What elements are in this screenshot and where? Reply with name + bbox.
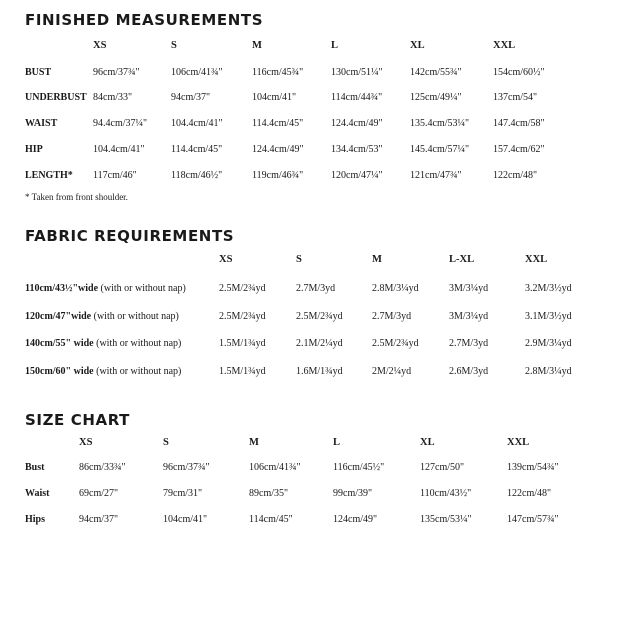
fm-cell: 157.4cm/62" — [493, 144, 545, 155]
fr-fabric-width: 150cm/60" wide — [25, 366, 94, 377]
fm-size-header: XXL — [493, 40, 516, 51]
fr-cell: 2.1M/2¼yd — [296, 338, 343, 349]
fm-cell: 116cm/45¾" — [252, 67, 304, 78]
fr-fabric-width: 120cm/47"wide — [25, 311, 92, 322]
sc-cell: 139cm/54¾" — [507, 462, 559, 473]
sc-cell: 99cm/39" — [333, 488, 373, 499]
fm-cell: 137cm/54" — [493, 92, 538, 103]
fm-cell: 114.4cm/45" — [171, 144, 223, 155]
sc-cell: 135cm/53¼" — [420, 514, 472, 525]
fm-cell: 125cm/49¼" — [410, 92, 462, 103]
sc-size-header: S — [163, 437, 169, 448]
fr-fabric-width: 140cm/55" wide — [25, 338, 94, 349]
fm-row-label: BUST — [25, 67, 52, 78]
fm-cell: 119cm/46¾" — [252, 170, 304, 181]
fm-cell: 130cm/51¼" — [331, 67, 383, 78]
fr-cell: 2.8M/3¼yd — [372, 283, 419, 294]
fr-cell: 3M/3¼yd — [449, 311, 489, 322]
sc-cell: 110cm/43½" — [420, 488, 472, 499]
fm-cell: 134.4cm/53" — [331, 144, 383, 155]
sc-size-header: XS — [79, 437, 93, 448]
sc-row-label: Hips — [25, 514, 46, 525]
fr-row-label — [25, 283, 186, 294]
sc-size-header: L — [333, 437, 341, 448]
fm-cell: 117cm/46" — [93, 170, 137, 181]
fm-cell: 114cm/44¾" — [331, 92, 383, 103]
sc-size-header: XXL — [507, 437, 530, 448]
size-chart-title: SIZE CHART — [25, 411, 131, 429]
fm-size-header: L — [331, 40, 339, 51]
fm-cell: 104cm/41" — [252, 92, 297, 103]
fm-cell: 122cm/48" — [493, 170, 538, 181]
fr-cell: 2.7M/3yd — [449, 338, 489, 349]
fr-size-header: XXL — [525, 254, 548, 265]
fm-cell: 96cm/37¾" — [93, 67, 140, 78]
fr-cell: 2.8M/3¼yd — [525, 366, 572, 377]
sc-cell: 114cm/45" — [249, 514, 293, 525]
fm-cell: 120cm/47¼" — [331, 170, 383, 181]
sc-cell: 89cm/35" — [249, 488, 289, 499]
fm-cell: 142cm/55¾" — [410, 67, 462, 78]
fm-cell: 135.4cm/53¼" — [410, 118, 470, 129]
fm-row-label: UNDERBUST — [25, 92, 87, 103]
fm-cell: 121cm/47¾" — [410, 170, 462, 181]
fr-nap-note: (with or without nap) — [96, 338, 182, 349]
fabric-requirements-title: FABRIC REQUIREMENTS — [25, 227, 235, 245]
fr-nap-note: (with or without nap) — [96, 366, 182, 377]
fr-cell: 2.7M/3yd — [296, 283, 336, 294]
fr-nap-note: (with or without nap) — [93, 311, 179, 322]
fr-fabric-width: 110cm/43½"wide — [25, 283, 99, 294]
sc-size-header: M — [249, 437, 259, 448]
fr-cell: 2.7M/3yd — [372, 311, 412, 322]
fr-cell: 3M/3¼yd — [449, 283, 489, 294]
fm-cell: 147.4cm/58" — [493, 118, 545, 129]
fm-row-label: WAIST — [25, 118, 58, 129]
fm-cell: 124.4cm/49" — [252, 144, 304, 155]
fr-size-header: M — [372, 254, 382, 265]
fm-footnote: * Taken from front shoulder. — [25, 192, 128, 202]
fr-cell: 2M/2¼yd — [372, 366, 412, 377]
sc-size-header: XL — [420, 437, 435, 448]
fr-nap-note: (with or without nap) — [100, 283, 186, 294]
fm-cell: 114.4cm/45" — [252, 118, 304, 129]
sc-cell: 124cm/49" — [333, 514, 378, 525]
fr-cell: 2.5M/2¾yd — [296, 311, 343, 322]
fr-cell: 2.6M/3yd — [449, 366, 489, 377]
fr-cell: 2.5M/2¾yd — [219, 311, 266, 322]
fm-size-header: S — [171, 40, 177, 51]
sc-row-label: Waist — [25, 488, 50, 499]
fm-cell: 84cm/33" — [93, 92, 133, 103]
sc-cell: 69cm/27" — [79, 488, 119, 499]
sc-cell: 96cm/37¾" — [163, 462, 210, 473]
fm-cell: 104.4cm/41" — [93, 144, 145, 155]
fm-cell: 94.4cm/37¼" — [93, 118, 148, 129]
fm-size-header: XS — [93, 40, 107, 51]
sc-cell: 127cm/50" — [420, 462, 465, 473]
sc-cell: 104cm/41" — [163, 514, 208, 525]
sc-cell: 94cm/37" — [79, 514, 119, 525]
fr-cell: 1.6M/1¾yd — [296, 366, 343, 377]
fr-cell: 2.5M/2¾yd — [372, 338, 419, 349]
fr-size-header: S — [296, 254, 302, 265]
finished-measurements-title: FINISHED MEASUREMENTS — [25, 11, 264, 29]
fr-cell: 1.5M/1¾yd — [219, 338, 266, 349]
fr-cell: 1.5M/1¾yd — [219, 366, 266, 377]
fr-size-header: L-XL — [449, 254, 475, 265]
fm-size-header: M — [252, 40, 262, 51]
fr-row-label — [25, 311, 179, 322]
sc-cell: 79cm/31" — [163, 488, 203, 499]
fm-cell: 124.4cm/49" — [331, 118, 383, 129]
sc-row-label: Bust — [25, 462, 45, 473]
sc-cell: 106cm/41¾" — [249, 462, 301, 473]
fm-cell: 94cm/37" — [171, 92, 211, 103]
fm-cell: 106cm/41¾" — [171, 67, 223, 78]
fr-size-header: XS — [219, 254, 233, 265]
fm-row-label: HIP — [25, 144, 43, 155]
sc-cell: 147cm/57¾" — [507, 514, 559, 525]
fm-cell: 118cm/46½" — [171, 170, 223, 181]
fr-row-label — [25, 366, 181, 377]
fm-size-header: XL — [410, 40, 425, 51]
fr-cell: 2.9M/3¼yd — [525, 338, 572, 349]
sc-cell: 122cm/48" — [507, 488, 552, 499]
sc-cell: 116cm/45½" — [333, 462, 385, 473]
fm-cell: 104.4cm/41" — [171, 118, 223, 129]
fr-cell: 3.1M/3½yd — [525, 311, 572, 322]
fr-cell: 3.2M/3½yd — [525, 283, 572, 294]
sc-cell: 86cm/33¾" — [79, 462, 126, 473]
fr-row-label — [25, 338, 181, 349]
fm-cell: 154cm/60½" — [493, 67, 545, 78]
fm-row-label: LENGTH* — [25, 170, 73, 181]
fm-cell: 145.4cm/57¼" — [410, 144, 470, 155]
fr-cell: 2.5M/2¾yd — [219, 283, 266, 294]
